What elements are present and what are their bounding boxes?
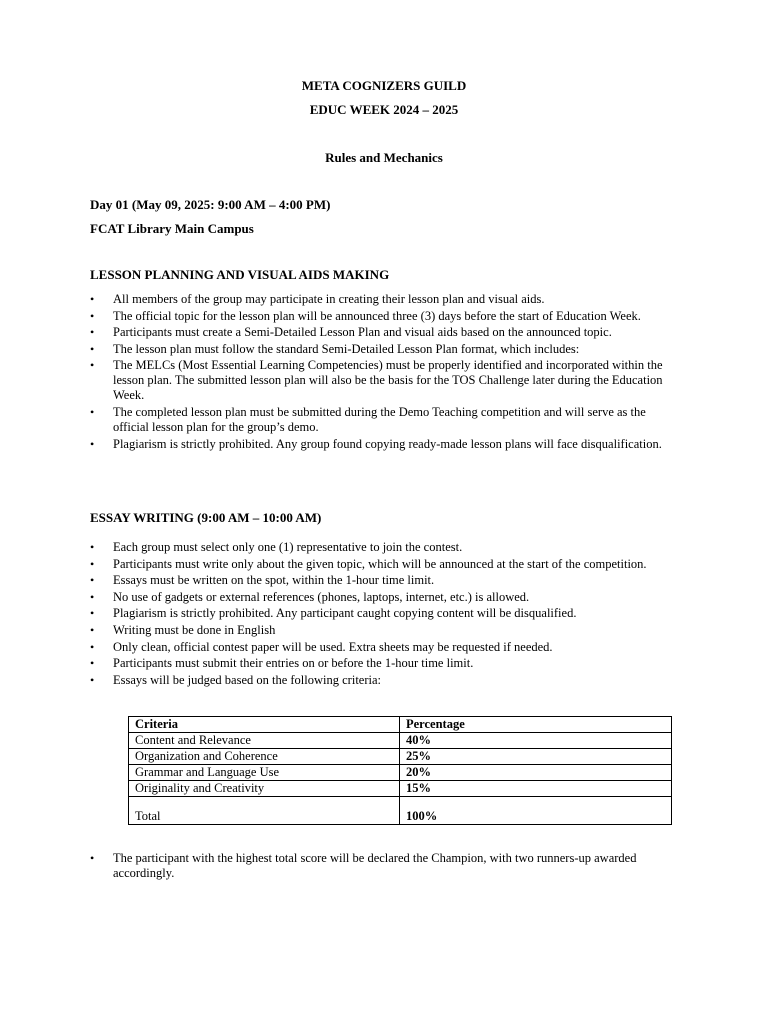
list-item: • The completed lesson plan must be submitted during the Demo Teaching competition and will serve as the official lesson plan for the group’s demo.	[90, 405, 680, 435]
list-item: • The official topic for the lesson plan will be announced three (3) days before the start of Education Week.	[90, 309, 680, 324]
event-title: EDUC WEEK 2024 – 2025	[309, 102, 459, 117]
criteria-cell: Organization and Coherence	[129, 749, 400, 765]
percentage-cell: 25%	[400, 749, 672, 765]
list-item: • Participants must create a Semi-Detailed Lesson Plan and visual aids based on the announced topic.	[90, 325, 680, 340]
list-item: • Plagiarism is strictly prohibited. Any group found copying ready-made lesson plans will face disqualification.	[90, 437, 680, 452]
table-total-row	[129, 797, 672, 825]
total-label-cell: Total	[129, 797, 400, 825]
venue: FCAT Library Main Campus	[90, 221, 254, 236]
list-item: • The lesson plan must follow the standard Semi-Detailed Lesson Plan format, which includes:	[90, 342, 680, 357]
column-header-criteria: Criteria	[129, 717, 400, 733]
list-item: • Each group must select only one (1) representative to join the contest.	[90, 540, 680, 555]
list-item: • Participants must write only about the given topic, which will be announced at the start of the competition.	[90, 557, 680, 572]
list-item: • Essays must be written on the spot, within the 1-hour time limit.	[90, 573, 680, 588]
percentage-cell: 20%	[400, 765, 672, 781]
table-row	[129, 781, 672, 797]
list-item: • No use of gadgets or external references (phones, laptops, internet, etc.) is allowed.	[90, 590, 680, 605]
list-item: • Writing must be done in English	[90, 623, 680, 638]
criteria-cell: Grammar and Language Use	[129, 765, 400, 781]
table-row	[129, 733, 672, 749]
percentage-cell: 15%	[400, 781, 672, 797]
list-item: • Essays will be judged based on the following criteria:	[90, 673, 680, 688]
section-title-essay-writing: ESSAY WRITING (9:00 AM – 10:00 AM)	[90, 510, 322, 525]
list-item: • The participant with the highest total score will be declared the Champion, with two runners-up awarded accordingly.	[90, 851, 680, 881]
lesson-planning-rules	[90, 292, 680, 453]
criteria-cell: Content and Relevance	[129, 733, 400, 749]
day-schedule: Day 01 (May 09, 2025: 9:00 AM – 4:00 PM)	[90, 197, 331, 212]
page-subtitle: Rules and Mechanics	[325, 150, 443, 165]
criteria-cell: Originality and Creativity	[129, 781, 400, 797]
section-title-lesson-planning: LESSON PLANNING AND VISUAL AIDS MAKING	[90, 267, 390, 282]
org-title: META COGNIZERS GUILD	[301, 78, 467, 93]
list-item: • Only clean, official contest paper will be used. Extra sheets may be requested if needed.	[90, 640, 680, 655]
list-item: • All members of the group may participate in creating their lesson plan and visual aids.	[90, 292, 680, 307]
table-row	[129, 749, 672, 765]
essay-writing-rules	[90, 540, 680, 689]
total-percentage-cell: 100%	[400, 797, 672, 825]
table-header-row	[129, 717, 672, 733]
column-header-percentage: Percentage	[400, 717, 672, 733]
list-item: • The MELCs (Most Essential Learning Competencies) must be properly identified and incorporated within the lesson plan. The submitted lesson plan will also be the basis for the TOS Challenge later during the Education Week.	[90, 358, 680, 403]
list-item: • Participants must submit their entries on or before the 1-hour time limit.	[90, 656, 680, 671]
percentage-cell: 40%	[400, 733, 672, 749]
table-row	[129, 765, 672, 781]
closing-rules	[90, 851, 680, 883]
criteria-table	[128, 716, 672, 825]
list-item: • Plagiarism is strictly prohibited. Any participant caught copying content will be disqualified.	[90, 606, 680, 621]
